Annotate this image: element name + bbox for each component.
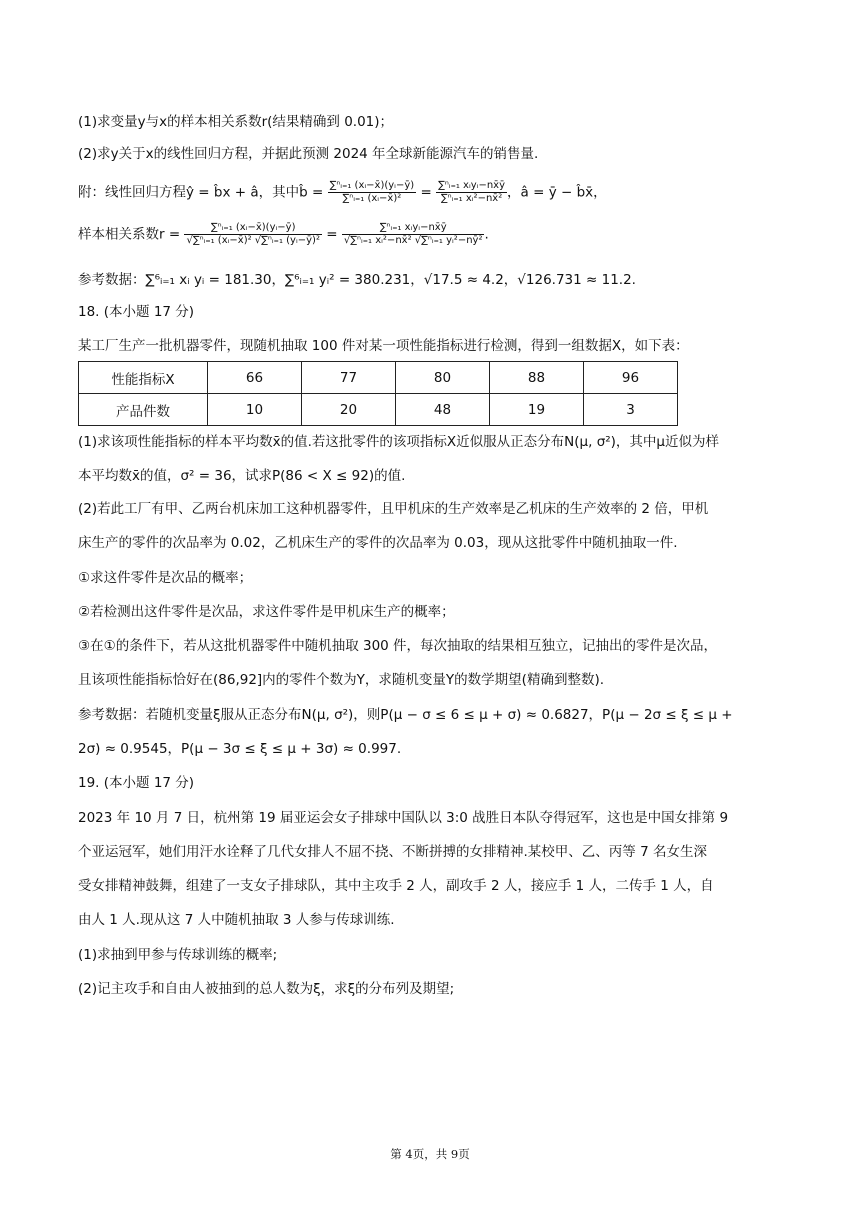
table-cell: 88: [490, 362, 584, 394]
table-cell: 48: [396, 394, 490, 426]
q18-part2-line1: (2)若此工厂有甲、乙两台机床加工这种机器零件，且甲机床的生产效率是乙机床的生产效率的 2 倍，甲机: [78, 501, 709, 517]
q19-part1: (1)求抽到甲参与传球训练的概率;: [78, 947, 278, 963]
q18-heading: 18. (本小题 17 分): [78, 304, 195, 320]
b-hat-fraction-1: $\frac{\text{∑ⁿᵢ₌₁ (xᵢ−x̄)(yᵢ−ȳ)}}{\text{∑ⁿᵢ₌₁ (xᵢ−x̄)²}}$: [329, 180, 415, 204]
table-cell: 77: [302, 362, 396, 394]
page-footer: 第 4页，共 9页: [390, 1147, 470, 1161]
correlation-formula: 样本相关系数r = $\frac{\text{∑ⁿᵢ₌₁ (xᵢ−x̄)(yᵢ−ȳ)}}{\text{√∑ⁿᵢ₌₁ (xᵢ−x̄)² √∑ⁿᵢ₌₁ (yᵢ−ȳ)²}}$ = $\frac{\text{∑ⁿᵢ₌₁ xᵢyᵢ−nx̄ȳ}}{\text{√∑ⁿᵢ₌₁ xᵢ²−nx̄² √∑ⁿᵢ₌₁ yᵢ²−nȳ²}}$ .: [78, 222, 489, 246]
q18-part2-line2: 床生产的零件的次品率为 0.02，乙机床生产的零件的次品率为 0.03，现从这批零件中随机抽取一件.: [78, 535, 678, 551]
q19-paragraph-line2: 个亚运冠军，她们用汗水诠释了几代女排人不屈不挠、不断拼搏的女排精神.某校甲、乙、丙等 7 名女生深: [78, 844, 707, 860]
regression-formula-lead: 附：线性回归方程ŷ = b̂x + â，其中b̂ =: [78, 184, 328, 201]
q17-part2: (2)求y关于x的线性回归方程，并据此预测 2024 年全球新能源汽车的销售量.: [78, 146, 539, 162]
r-fraction-1: $\frac{\text{∑ⁿᵢ₌₁ (xᵢ−x̄)(yᵢ−ȳ)}}{\text{√∑ⁿᵢ₌₁ (xᵢ−x̄)² √∑ⁿᵢ₌₁ (yᵢ−ȳ)²}}$: [186, 222, 320, 246]
q18-part1-line2: 本平均数x̄的值，σ² = 36，试求P(86 < X ≤ 92)的值.: [78, 468, 406, 484]
b-hat-fraction-2: $\frac{\text{∑ⁿᵢ₌₁ xᵢyᵢ−nx̄ȳ}}{\text{∑ⁿᵢ₌₁ xᵢ²−nx̄²}}$: [438, 180, 506, 204]
q18-sub3-line1: ③在①的条件下，若从这批机器零件中随机抽取 300 件，每次抽取的结果相互独立，记抽出的零件是次品，: [78, 638, 718, 654]
table-row: [79, 362, 678, 394]
table-cell: 20: [302, 394, 396, 426]
table-cell: 96: [584, 362, 678, 394]
q18-intro: 某工厂生产一批机器零件，现随机抽取 100 件对某一项性能指标进行检测，得到一组数据X，如下表：: [78, 338, 689, 354]
q19-part2: (2)记主攻手和自由人被抽到的总人数为ξ，求ξ的分布列及期望;: [78, 981, 455, 997]
q19-heading: 19. (本小题 17 分): [78, 775, 195, 791]
table-cell: 3: [584, 394, 678, 426]
q17-part1: (1)求变量y与x的样本相关系数r(结果精确到 0.01)；: [78, 114, 394, 130]
table-cell: 10: [208, 394, 302, 426]
q18-reference-line2: 2σ) ≈ 0.9545，P(μ − 3σ ≤ ξ ≤ μ + 3σ) ≈ 0.997.: [78, 741, 402, 757]
q19-paragraph-line3: 受女排精神鼓舞，组建了一支女子排球队，其中主攻手 2 人，副攻手 2 人，接应手 1 人，二传手 1 人，自: [78, 878, 714, 894]
a-hat-formula: ，â = ȳ − b̂x̄，: [507, 184, 607, 201]
correlation-formula-lead: 样本相关系数r =: [78, 226, 185, 243]
table-cell: 80: [396, 362, 490, 394]
q18-reference-line1: 参考数据：若随机变量ξ服从正态分布N(μ, σ²)，则P(μ − σ ≤ 6 ≤ μ + σ) ≈ 0.6827，P(μ − 2σ ≤ ξ ≤ μ +: [78, 707, 733, 723]
regression-formula: 附：线性回归方程ŷ = b̂x + â，其中b̂ = $\frac{\text{∑ⁿᵢ₌₁ (xᵢ−x̄)(yᵢ−ȳ)}}{\text{∑ⁿᵢ₌₁ (xᵢ−x̄)²}}$ = $\frac{\text{∑ⁿᵢ₌₁ xᵢyᵢ−nx̄ȳ}}{\text{∑ⁿᵢ₌₁ xᵢ²−nx̄²}}$ ，â = ȳ − b̂x̄，: [78, 180, 607, 204]
table-cell: 66: [208, 362, 302, 394]
table-row-label: 产品件数: [79, 394, 208, 426]
q19-paragraph-line1: 2023 年 10 月 7 日，杭州第 19 届亚运会女子排球中国队以 3:0 战胜日本队夺得冠军，这也是中国女排第 9: [78, 810, 729, 826]
table-row: [79, 394, 678, 426]
q17-reference-data: 参考数据：∑⁶ᵢ₌₁ xᵢ yᵢ = 181.30，∑⁶ᵢ₌₁ yᵢ² = 380.231，√17.5 ≈ 4.2，√126.731 ≈ 11.2.: [78, 272, 636, 288]
table-row-label: 性能指标X: [79, 362, 208, 394]
r-fraction-2: $\frac{\text{∑ⁿᵢ₌₁ xᵢyᵢ−nx̄ȳ}}{\text{√∑ⁿᵢ₌₁ xᵢ²−nx̄² √∑ⁿᵢ₌₁ yᵢ²−nȳ²}}$: [343, 222, 483, 246]
performance-table: [78, 361, 678, 426]
q18-sub3-line2: 且该项性能指标恰好在(86,92]内的零件个数为Y，求随机变量Y的数学期望(精确到整数).: [78, 672, 604, 688]
q18-part1-line1: (1)求该项性能指标的样本平均数x̄的值.若这批零件的该项指标X近似服从正态分布N(μ, σ²)，其中μ近似为样: [78, 434, 720, 450]
table-cell: 19: [490, 394, 584, 426]
q19-paragraph-line4: 由人 1 人.现从这 7 人中随机抽取 3 人参与传球训练.: [78, 912, 395, 928]
q18-sub1: ①求这件零件是次品的概率；: [78, 570, 253, 586]
q18-sub2: ②若检测出这件零件是次品，求这件零件是甲机床生产的概率；: [78, 604, 455, 620]
